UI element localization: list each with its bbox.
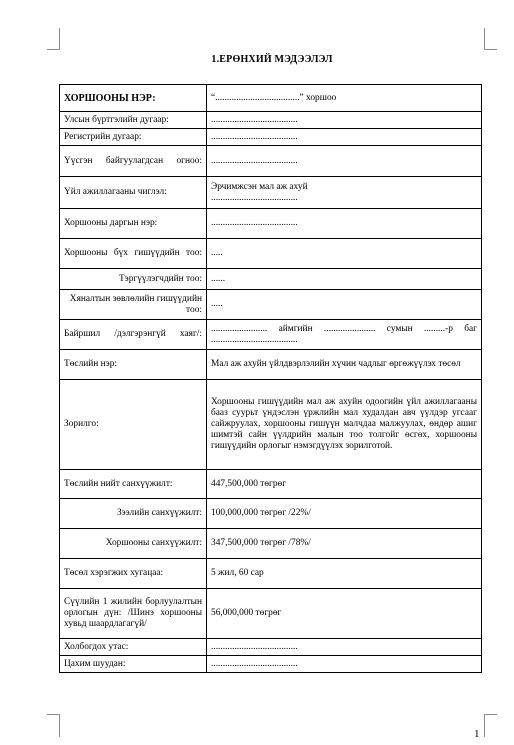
table-row [60,380,482,470]
project-name-label: Төслийн нэр: [60,350,207,380]
table-row [60,177,482,209]
activity-direction-label: Үйл ажиллагааны чиглэл: [60,177,207,209]
activity-direction-dots: ..................................... [211,192,298,203]
chairman-name-label: Хоршооны даргын нэр: [60,209,207,239]
table-row [60,146,482,177]
state-registration-value: ..................................... [207,112,482,129]
table-row [60,239,482,269]
project-name-value: Мал аж ахуйн үйлдвэрлэлийн хүчин чадлыг өргөжүүлэх төсөл [207,350,482,380]
location-text: ........................ аймгийн ...................... сумын .........-р баг [211,323,477,334]
table-row [60,129,482,146]
total-financing-value: 447,500,000 төгрөг [207,470,482,499]
location-value [207,320,482,350]
activity-direction-text: Эрчимжсэн мал аж ахуй [211,181,308,192]
table-row [60,290,482,320]
table-row [60,589,482,639]
crop-mark-top-right [484,28,497,50]
table-row [60,470,482,499]
board-members-value: ...... [207,269,482,290]
section-heading: 1.ЕРӨНХИЙ МЭДЭЭЛЭЛ [211,54,333,65]
table-row [60,320,482,350]
founded-date-label: Үүсгэн байгуулагдсан огноо: [60,146,207,177]
table-row [60,639,482,656]
supervisory-council-value: ..... [207,290,482,320]
objective-value: Хоршооны гишүүдийн мал аж ахуйн одоогийн үйл ажиллагааны бааз суурьт үндэслэн үржлийн мал худалдан авч үүлдэр угсааг сайжруулах, хоршооны гишүүн малчдаа малжуулах, өндөр ашиг шимтэй сайн үүлдрийн малын тоо толгойг өсгөх, хоршооны гишүүдийн орлогыг нэмэгдүүлэх зорилготой. [207,380,482,470]
page-number: 1 [474,728,480,740]
total-members-value: ..... [207,239,482,269]
phone-label: Холбогдох утас: [60,639,207,656]
objective-label: Зорилго: [60,380,207,470]
table-row [60,499,482,529]
state-registration-label: Улсын бүртгэлийн дугаар: [60,112,207,129]
crop-mark-bottom-left [47,714,60,737]
general-info-table [59,84,482,673]
table-row [60,85,482,112]
cooperative-name-label: ХОРШООНЫ НЭР: [60,85,207,112]
cooperative-name-value: “....................................” хоршоо [207,85,482,112]
email-value: ..................................... [207,656,482,673]
supervisory-council-label: Хяналтын зөвлөлийн гишүүдийн тоо: [60,290,207,320]
chairman-name-value: ..................................... [207,209,482,239]
cooperative-financing-value: 347,500,000 төгрөг /78%/ [207,529,482,559]
sales-revenue-label: Сүүлийн 1 жилийн борлуулалтын орлогын дүн: /Шинэ хоршооны хувьд шаардлагагүй/ [60,589,207,639]
table-row [60,656,482,673]
loan-financing-label: Зээлийн санхүүжилт: [60,499,207,529]
crop-mark-bottom-right [484,714,497,737]
table-row [60,559,482,589]
crop-mark-top-left [47,28,60,50]
loan-financing-value: 100,000,000 төгрөг /22%/ [207,499,482,529]
email-label: Цахим шуудан: [60,656,207,673]
table-row [60,529,482,559]
total-financing-label: Төслийн нийт санхүүжилт: [60,470,207,499]
table-row [60,269,482,290]
duration-value: 5 жил, 60 сар [207,559,482,589]
total-members-label: Хоршооны бүх гишүүдийн тоо: [60,239,207,269]
board-members-label: Тэргүүлэгчдийн тоо: [60,269,207,290]
register-number-label: Регистрийн дугаар: [60,129,207,146]
location-label: Байршил /дэлгэрэнгүй хаяг/: [60,320,207,350]
activity-direction-value [207,177,482,209]
sales-revenue-value: 56,000,000 төгрөг [207,589,482,639]
founded-date-value: ..................................... [207,146,482,177]
phone-value: ..................................... [207,639,482,656]
duration-label: Төсөл хэрэгжих хугацаа: [60,559,207,589]
table-row [60,112,482,129]
table-row [60,209,482,239]
table-row [60,350,482,380]
location-dots: ..................................... [211,334,298,345]
cooperative-financing-label: Хоршооны санхүүжилт: [60,529,207,559]
register-number-value: ..................................... [207,129,482,146]
